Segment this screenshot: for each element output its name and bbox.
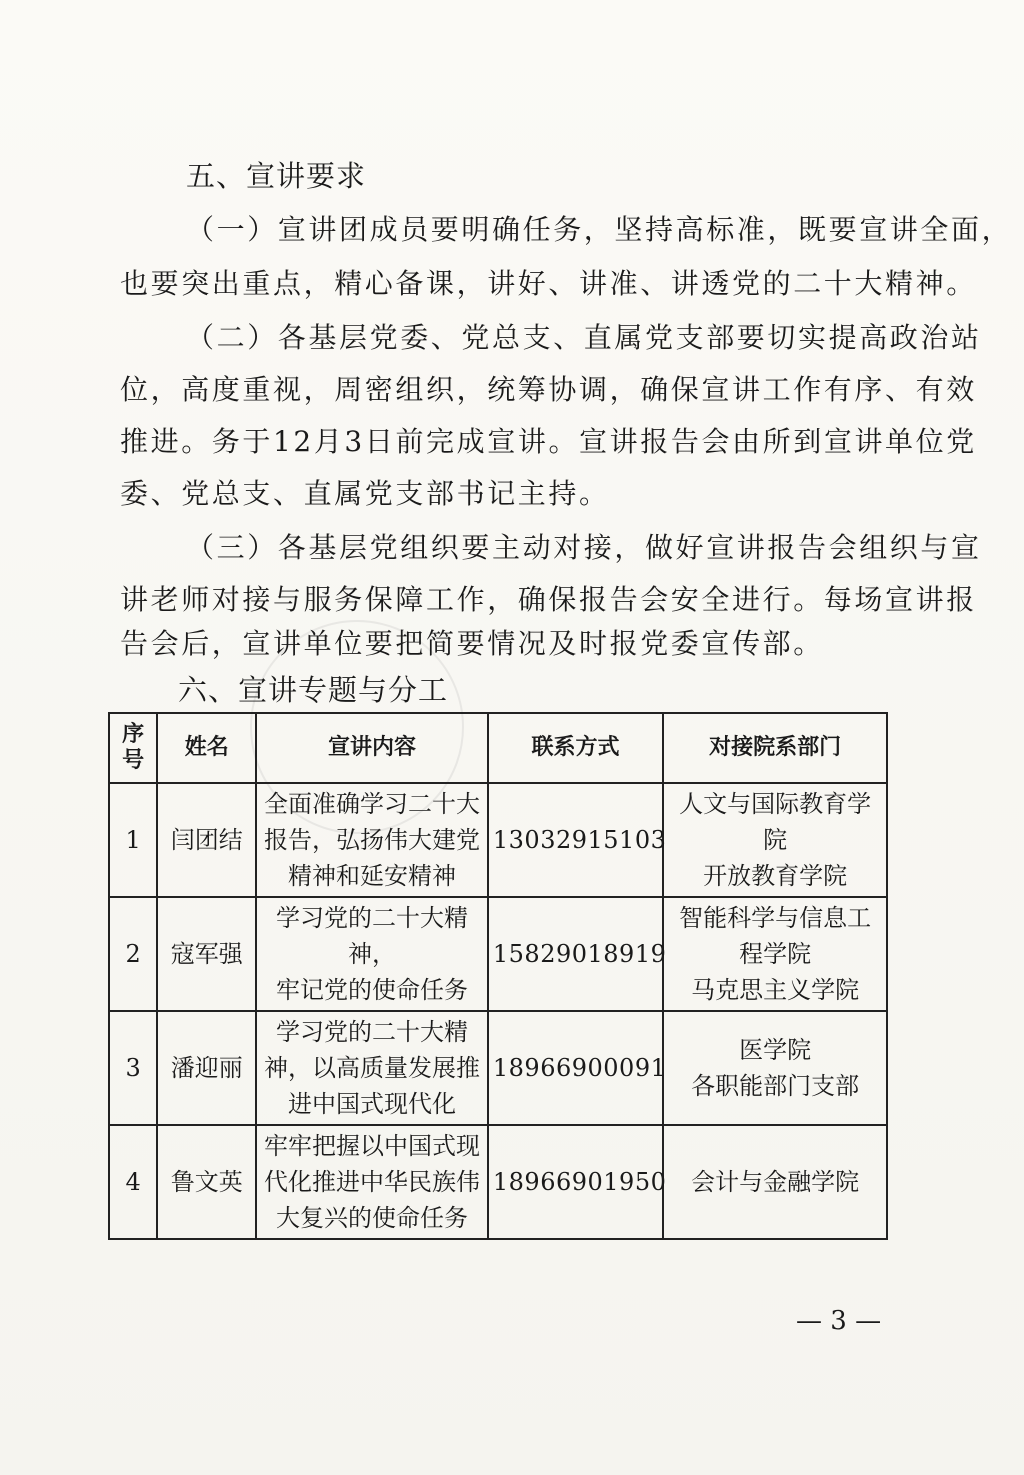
row-phone: 13032915103 (488, 783, 663, 897)
paragraph-line: 告会后，宣讲单位要把简要情况及时报党委宣传部。 (120, 627, 824, 660)
header-no: 序号 (109, 713, 157, 783)
table-row (109, 1125, 887, 1239)
row-no: 3 (109, 1011, 157, 1125)
row-phone: 18966901950 (488, 1125, 663, 1239)
header-topic: 宣讲内容 (256, 713, 488, 783)
header-dept: 对接院系部门 (663, 713, 887, 783)
paragraph-line: 推进。务于12月3日前完成宣讲。宣讲报告会由所到宣讲单位党 (120, 425, 977, 458)
row-topic: 牢牢把握以中国式现 代化推进中华民族伟 大复兴的使命任务 (256, 1125, 488, 1239)
paragraph-line: （三）各基层党组织要主动对接，做好宣讲报告会组织与宣 (186, 531, 982, 564)
row-name: 鲁文英 (157, 1125, 256, 1239)
page-number: — 3 — (796, 1306, 882, 1336)
row-phone: 15829018919 (488, 897, 663, 1011)
header-phone: 联系方式 (488, 713, 663, 783)
row-topic: 学习党的二十大精 神，以高质量发展推 进中国式现代化 (256, 1011, 488, 1125)
row-no: 4 (109, 1125, 157, 1239)
row-dept: 医学院 各职能部门支部 (663, 1011, 887, 1125)
row-phone: 18966900091 (488, 1011, 663, 1125)
assignment-table (108, 712, 888, 1240)
header-name: 姓名 (157, 713, 256, 783)
paragraph-line: （一）宣讲团成员要明确任务，坚持高标准，既要宣讲全面， (186, 213, 1013, 246)
paragraph-line: （二）各基层党委、党总支、直属党支部要切实提高政治站 (186, 321, 982, 354)
table-row (109, 1011, 887, 1125)
table-row (109, 783, 887, 897)
paragraph-line: 讲老师对接与服务保障工作，确保报告会安全进行。每场宣讲报 (120, 583, 977, 616)
row-topic: 全面准确学习二十大 报告，弘扬伟大建党 精神和延安精神 (256, 783, 488, 897)
paragraph-line: 位，高度重视，周密组织，统筹协调，确保宣讲工作有序、有效 (120, 373, 977, 406)
section-heading-topics: 六、宣讲专题与分工 (178, 673, 449, 707)
section-heading-requirements: 五、宣讲要求 (186, 159, 367, 193)
row-dept: 会计与金融学院 (663, 1125, 887, 1239)
row-no: 2 (109, 897, 157, 1011)
paragraph-line: 也要突出重点，精心备课，讲好、讲准、讲透党的二十大精神。 (120, 267, 977, 300)
paragraph-line: 委、党总支、直属党支部书记主持。 (120, 477, 610, 510)
row-topic: 学习党的二十大精神， 牢记党的使命任务 (256, 897, 488, 1011)
row-name: 潘迎丽 (157, 1011, 256, 1125)
table-header-row (109, 713, 887, 783)
row-name: 闫团结 (157, 783, 256, 897)
row-dept: 人文与国际教育学院 开放教育学院 (663, 783, 887, 897)
row-dept: 智能科学与信息工 程学院 马克思主义学院 (663, 897, 887, 1011)
table-row (109, 897, 887, 1011)
row-name: 寇军强 (157, 897, 256, 1011)
row-no: 1 (109, 783, 157, 897)
